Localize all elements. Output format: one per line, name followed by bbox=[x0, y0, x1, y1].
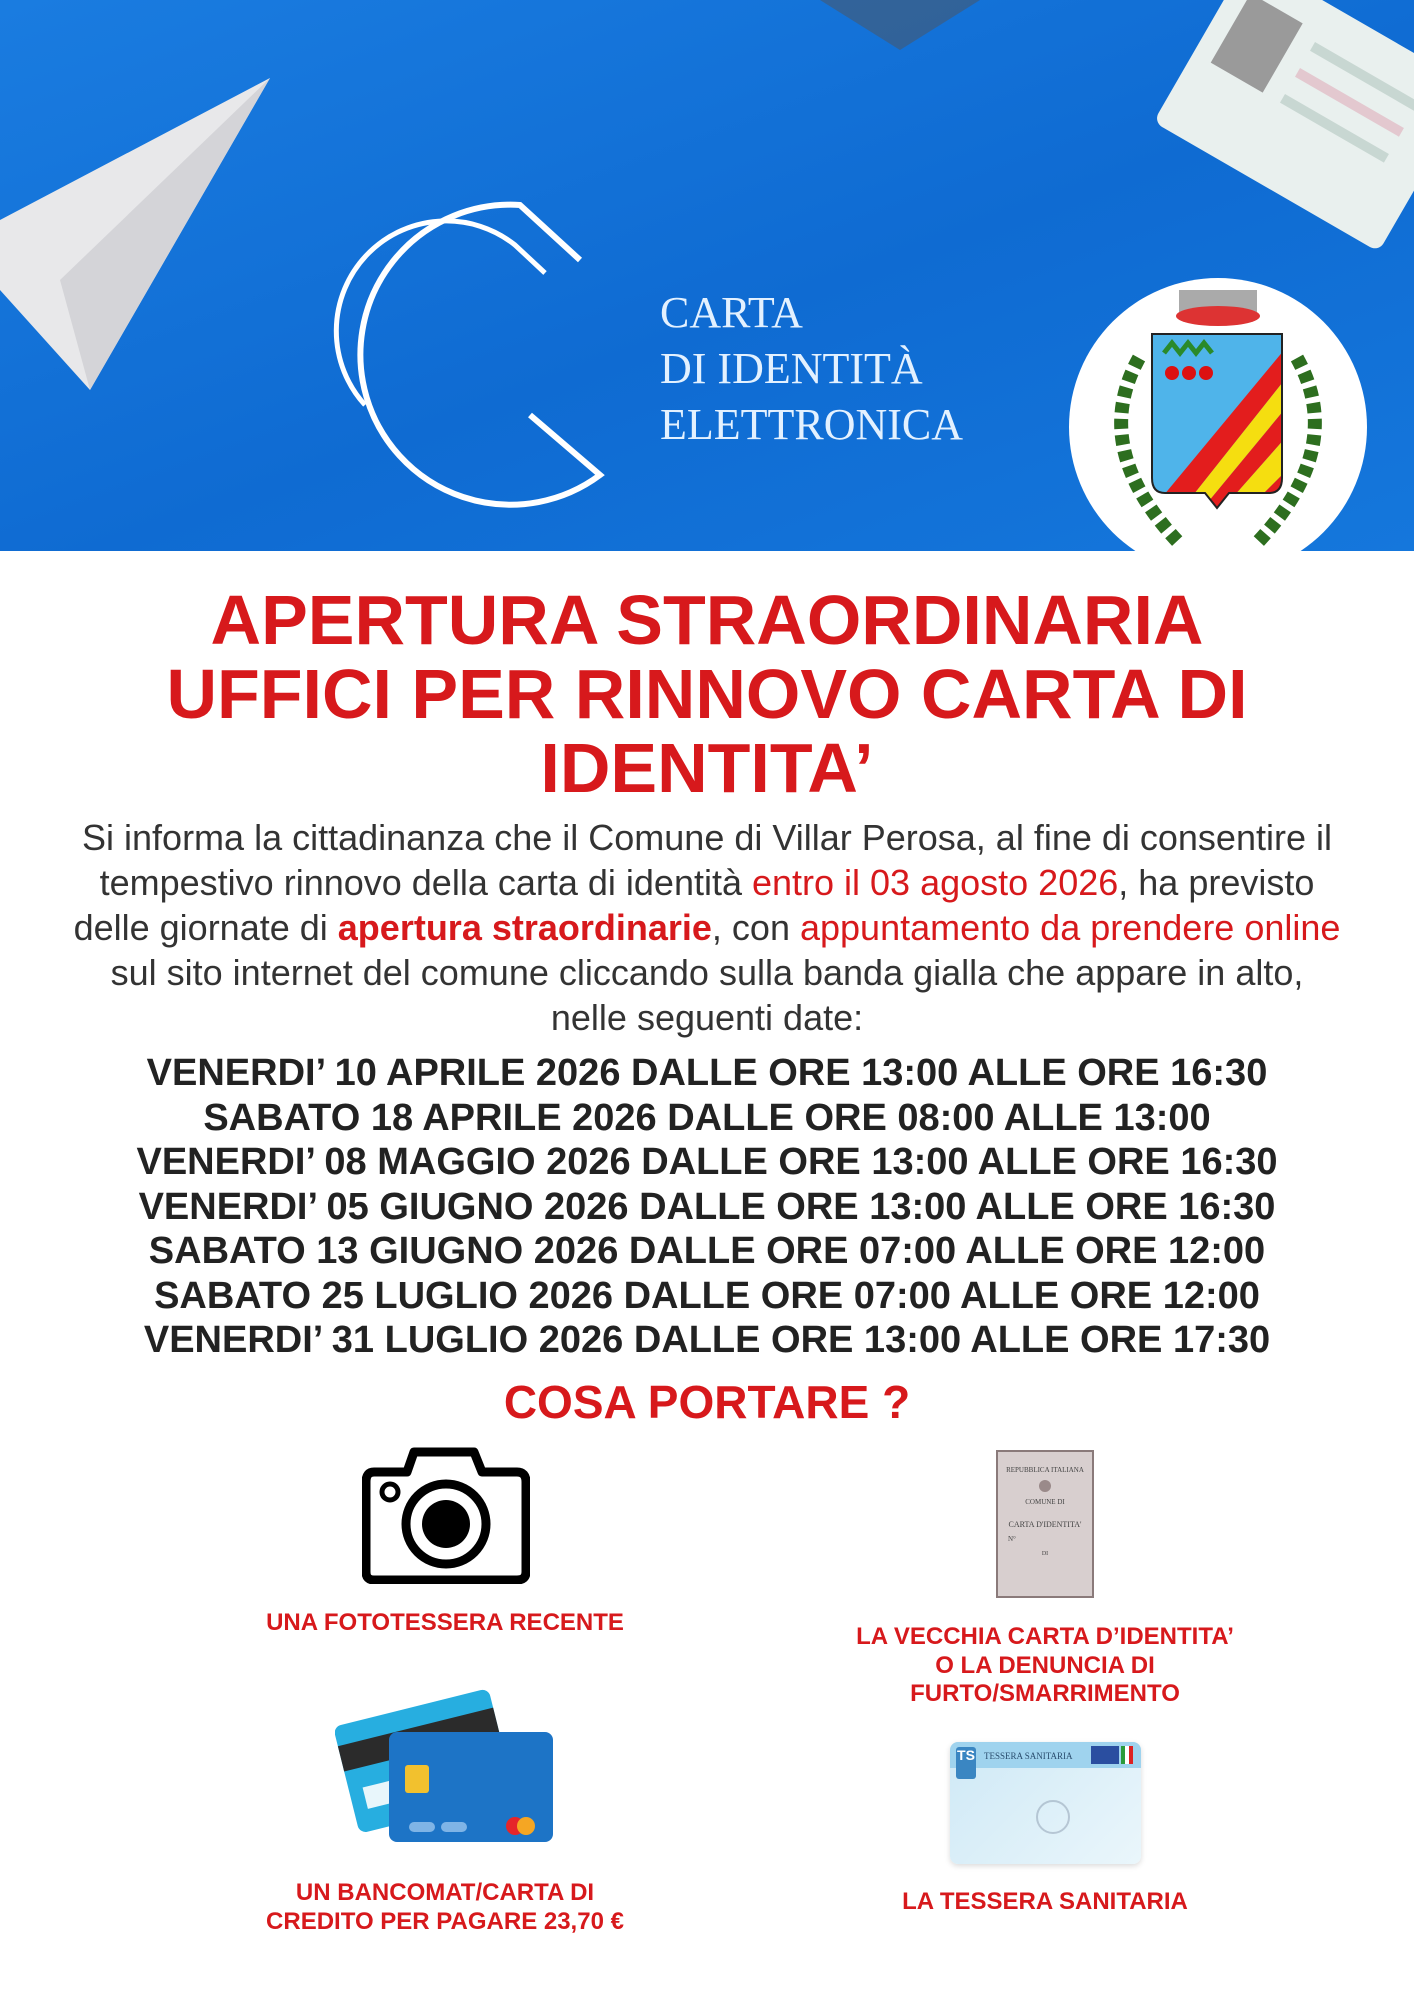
cie-logo-text bbox=[660, 285, 963, 453]
schedule-item: SABATO 18 APRILE 2026 DALLE ORE 08:00 ALLE 13:00 bbox=[203, 1096, 1211, 1139]
intro-text: Si informa la cittadinanza che il Comune di Villar Perosa, al fine di consentire il tempestivo rinnovo della carta di identità bbox=[82, 817, 1332, 903]
label-line: FURTO/SMARRIMENTO bbox=[910, 1680, 1180, 1707]
title-line: IDENTITA’ bbox=[540, 729, 874, 807]
schedule-item: VENERDI’ 10 APRILE 2026 DALLE ORE 13:00 ALLE ORE 16:30 bbox=[146, 1052, 1268, 1094]
photo-label: UNA FOTOTESSERA RECENTE bbox=[266, 1609, 624, 1636]
label-line: O LA DENUNCIA DI bbox=[935, 1651, 1155, 1679]
intro-text: sul sito internet del comune cliccando sulla banda gialla che appare in alto, nelle seguenti date: bbox=[110, 952, 1304, 1038]
health-card-label: LA TESSERA SANITARIA bbox=[902, 1888, 1188, 1915]
electronic-id-card-image bbox=[1130, 0, 1414, 280]
title-line: UFFICI PER RINNOVO CARTA DI bbox=[166, 655, 1248, 733]
old-id-label bbox=[815, 1623, 1275, 1709]
ts-logo-icon: TS bbox=[956, 1747, 976, 1779]
label-line: LA VECCHIA CARTA D’IDENTITA’ bbox=[856, 1623, 1234, 1650]
payment-label bbox=[215, 1879, 675, 1936]
intro-paragraph bbox=[70, 815, 1344, 1040]
card-corner-decoration bbox=[820, 0, 990, 60]
logo-line: ELETTRONICA bbox=[660, 400, 964, 449]
intro-text: , ha previsto delle giornate di bbox=[73, 862, 1315, 948]
cie-logo-icon bbox=[320, 175, 620, 515]
page-title bbox=[60, 583, 1354, 805]
deadline-highlight: entro il 03 agosto 2026 bbox=[751, 862, 1119, 903]
coat-of-arms-icon bbox=[1069, 278, 1367, 551]
appointment-highlight: appuntamento da prendere online bbox=[799, 907, 1341, 948]
opening-highlight: apertura straordinarie bbox=[337, 907, 712, 948]
label-line: UN BANCOMAT/CARTA DI bbox=[295, 1879, 595, 1906]
title-line: APERTURA STRAORDINARIA bbox=[210, 581, 1204, 659]
logo-line: DI IDENTITÀ bbox=[660, 344, 923, 393]
label-line: CREDITO PER PAGARE 23,70 € bbox=[266, 1907, 624, 1935]
health-card-icon bbox=[950, 1742, 1141, 1864]
camera-icon bbox=[362, 1446, 530, 1584]
card-text: COMUNE DI bbox=[1025, 1498, 1065, 1506]
bring-heading: COSA PORTARE ? bbox=[503, 1376, 911, 1428]
schedule-item: VENERDI’ 05 GIUGNO 2026 DALLE ORE 13:00 ALLE ORE 16:30 bbox=[138, 1185, 1276, 1228]
intro-text: , con bbox=[711, 907, 800, 948]
old-id-card-icon bbox=[996, 1450, 1094, 1598]
schedule-item: SABATO 13 GIUGNO 2026 DALLE ORE 07:00 ALLE ORE 12:00 bbox=[148, 1230, 1266, 1272]
header-banner bbox=[0, 0, 1414, 551]
card-text: N° bbox=[1008, 1535, 1016, 1543]
paper-plane-icon bbox=[0, 70, 280, 400]
schedule-item: SABATO 25 LUGLIO 2026 DALLE ORE 07:00 ALLE ORE 12:00 bbox=[154, 1274, 1260, 1317]
card-text: TESSERA SANITARIA bbox=[984, 1751, 1073, 1761]
schedule-item: VENERDI’ 31 LUGLIO 2026 DALLE ORE 13:00 ALLE ORE 17:30 bbox=[143, 1319, 1271, 1361]
card-text: REPUBBLICA ITALIANA bbox=[1006, 1466, 1084, 1474]
logo-line: CARTA bbox=[660, 288, 803, 337]
card-text: DI bbox=[1041, 1551, 1049, 1557]
card-text: CARTA D'IDENTITA' bbox=[1008, 1520, 1082, 1529]
schedule-item: VENERDI’ 08 MAGGIO 2026 DALLE ORE 13:00 ALLE ORE 16:30 bbox=[136, 1141, 1278, 1183]
credit-card-icon bbox=[335, 1688, 557, 1846]
schedule-list bbox=[40, 1051, 1374, 1363]
municipal-coat-of-arms bbox=[1069, 278, 1367, 551]
